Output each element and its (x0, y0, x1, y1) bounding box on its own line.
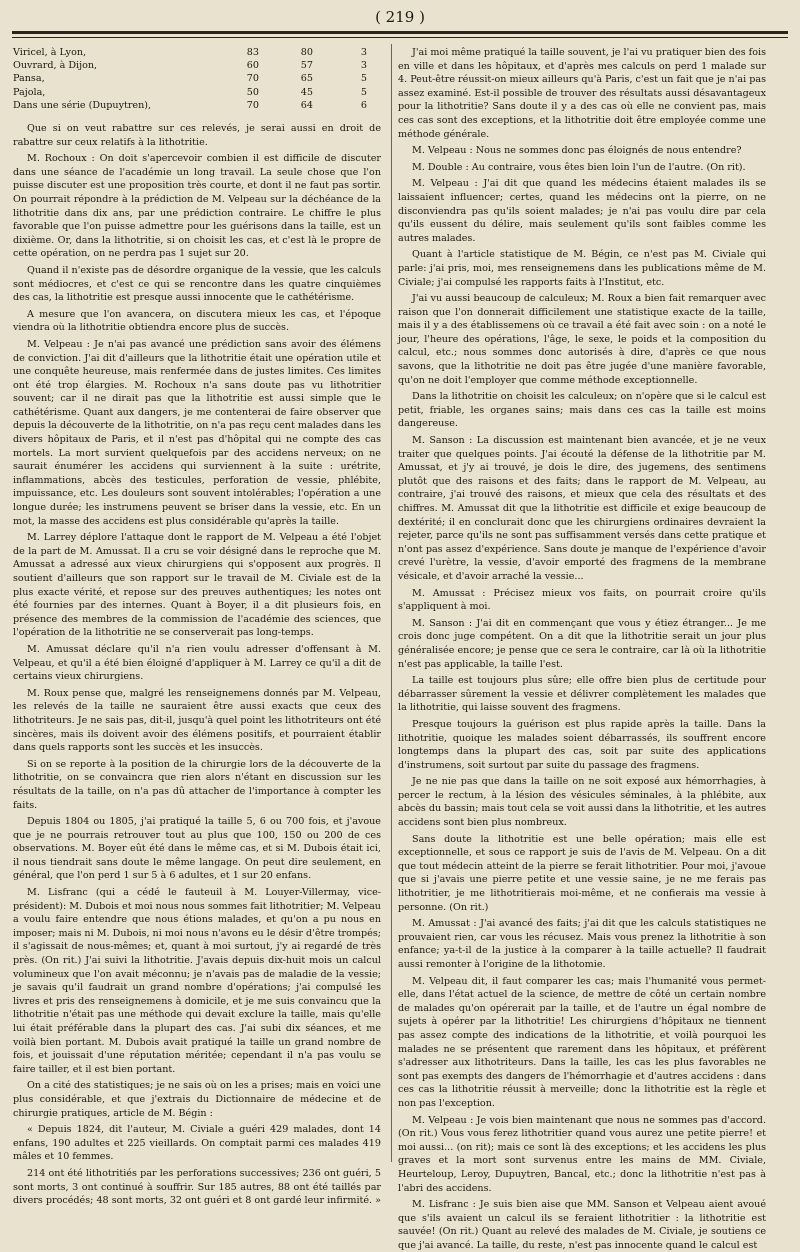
paragraph: M. Velpeau : J'ai dit que quand les médecins étaient malades ils se laissaient influencer; certes, quand les médecins ont la pierre, on ne disconviendra pas qu'ils soient malades; je n'ai pas voulu dire par cela qu'ils eussent du délire, mais seulement qu'ils sont faibles comme les autres malades. (398, 178, 766, 244)
paragraph: J'ai vu aussi beaucoup de calculeux; M. Roux a bien fait remarquer avec raison que l'on donnerait difficilement une statistique exacte de la taille, mais il y a des établissemens où ce travail a été fait avec soin : on a noté le jour, l'heure des opérations, l'âge, le sexe, le poids et la composition du calcul, etc.; nous sommes donc autorisés à dire, d'après ce que nous savons, que la lithotritie ne doit pas être jugée d'une manière favorable, qu'on ne doit l'employer que comme méthode exceptionnelle. (398, 293, 766, 386)
paragraph: M. Double : Au contraire, vous êtes bien loin l'un de l'autre. (On rit). (412, 161, 746, 173)
paragraph: « Depuis 1824, dit l'auteur, M. Civiale a guéri 429 malades, dont 14 enfans, 190 adultes et 225 vieillards. On comptait parmi ces malades 419 mâles et 10 femmes. (13, 1124, 381, 1163)
paragraph: Si on se reporte à la position de la chirurgie lors de la découverte de la lithotritie, on se convaincra que rien alors n'étant en discussion sur les résultats de la taille, on n'a pas dû attacher de l'importance à compter les faits. (13, 758, 381, 811)
paragraph: Sans doute la lithotritie est une belle opération; mais elle est exceptionnelle, et sous ce rapport je suis de l'avis de M. Velpeau. On a dit que tout médecin atteint de la pierre se ferait lithotritier. Pour moi, j'avoue que si j'avais une pierre petite et une vessie saine, je ne me ferais pas lithotritier, je me lithotritierais moi-même, et ne confierais ma vessie à personne. (On rit.) (398, 833, 766, 913)
table-cell-number: 70 (246, 73, 259, 85)
paragraph: M. Rochoux : On doit s'apercevoir combien il est difficile de discuter dans une séance de l'académie un long travail. La seule chose que l'on puisse discuter est une proposition très courte, et dont il ne faut pas sortir. On pourrait répondre à la prédiction de M. Velpeau sur la déchéance de la lithotritie dans dix ans, par une prédiction contraire. Le chiffre le plus favorable que l'on puisse admettre pour les guérisons dans la taille, est un dixième. Or, dans la lithotritie, si on choisit les cas, et c'est là le propre de cette opération, on ne perdra pas 1 sujet sur 20. (13, 153, 381, 260)
paragraph: M. Sanson : J'ai dit en commençant que vous y étiez étranger... Je me crois donc juge compétent. On a dit que la lithotritie serait un jour plus généralisée encore; je pense que ce sera le contraire, car là où la lithotritie n'est pas applicable, la taille l'est. (398, 617, 766, 670)
table-cell-number: 65 (300, 73, 313, 85)
paragraph: M. Larrey déplore l'attaque dont le rapport de M. Velpeau a été l'objet de la part de M. Amussat. Il a cru se voir désigné dans le reproche que M. Amussat a adressé aux vieux chirurgiens qui s'opposent aux progrès. Il soutient d'ailleurs que son rapport sur le travail de M. Civiale est de la plus exacte vérité, et repose sur des preuves authentiques; les notes ont été fournies par des internes. Quant à Boyer, il a dit plusieurs fois, en présence des membres de la commission de l'académie des sciences, que l'opération de la lithotritie ne se conserverait pas long-temps. (13, 532, 381, 639)
paragraph: Quant à l'article statistique de M. Bégin, ce n'est pas M. Civiale qui parle: j'ai pris, moi, mes renseignemens dans les publications même de M. Civiale; j'ai compulsé les rapports faits à l'Institut, etc. (398, 249, 766, 288)
table-cell-number: 70 (246, 99, 259, 111)
table-cell-name: Dans une série (Dupuytren), (13, 99, 152, 111)
table-cell-number: 5 (360, 86, 367, 98)
paragraph: M. Velpeau : Nous ne sommes donc pas éloignés de nous entendre? (412, 145, 742, 157)
table-cell-number: 3 (360, 60, 367, 72)
paragraph: Depuis 1804 ou 1805, j'ai pratiqué la taille 5, 6 ou 700 fois, et j'avoue que je ne pourrais retrouver tout au plus que 100, 150 ou 200 de ces observations. M. Boyer eût été dans le même cas, et si M. Dubois était ici, il nous tiendrait sans doute le même langage. On peut dire seulement, en général, que l'on perd 1 sur 5 à 6 adultes, et 1 sur 20 enfans. (13, 816, 381, 882)
table-cell-number: 6 (360, 99, 367, 111)
left-column (13, 46, 382, 1207)
paragraph: J'ai moi même pratiqué la taille souvent, je l'ai vu pratiquer bien des fois en ville et dans les hôpitaux, et d'après mes calculs on perd 1 malade sur 4. Peut-être réussit-on mieux ailleurs qu'à Paris, c'est un fait que je n'ai pas assez examiné. Est-il possible de trouver des résultats aussi désavantageux pour la lithotritie? Sans doute il y a des cas où elle ne convient pas, mais ces cas sont des exceptions, et la lithotritie doit être employée comme une méthode générale. (398, 47, 766, 140)
table-cell-number: 60 (246, 60, 259, 72)
page-number: ( 219 ) (375, 8, 425, 26)
paragraph: On a cité des statistiques; je ne sais où on les a prises; mais en voici une plus considérable, et que j'extrais du Dictionnaire de médecine et de chirurgie pratiques, article de M. Bégin : (13, 1080, 381, 1119)
table-row (13, 72, 381, 85)
table-cell-name: Viricel, à Lyon, (13, 47, 87, 58)
paragraph: Que si on veut rabattre sur ces relevés, je serai aussi en droit de rabattre sur ceux relatifs à la lithotritie. (13, 123, 381, 148)
table-cell-name: Pajola, (13, 86, 46, 98)
header-thin-rule (12, 37, 788, 38)
paragraph: M. Sanson : La discussion est maintenant bien avancée, et je ne veux traiter que quelques points. J'ai écouté la défense de la lithotritie par M. Amussat, et j'y ai trouvé, je dois le dire, des jugemens, des sentimens plutôt que des raisons et des faits; dans le rapport de M. Velpeau, au contraire, j'ai trouvé des raisons, et mieux que cela des résultats et des chiffres. M. Amussat dit que la lithotritie est difficile et exige beaucoup de dextérité; il en conclurait donc que les chirurgiens ordinaires devraient la rejeter, parce qu'ils ne sont pas suffisamment versés dans cette pratique et n'ont pas assez d'expérience. Sans doute je manque de l'expérience d'avoir crevé l'urètre, la vessie, d'avoir emporté des fragmens de la membrane vésicale, et d'avoir arraché la vessie... (398, 435, 766, 582)
table-cell-number: 57 (300, 60, 313, 72)
right-column-text (398, 46, 766, 1252)
paragraph: Dans la lithotritie on choisit les calculeux; on n'opère que si le calcul est petit, friable, les organes sains; mais dans ces cas la taille est moins dangereuse. (398, 391, 766, 430)
right-column (398, 46, 766, 1251)
paragraph: M. Amussat : Précisez mieux vos faits, on pourrait croire qu'ils s'appliquent à moi. (398, 587, 766, 613)
table-row (13, 86, 381, 99)
statistics-table (13, 46, 381, 112)
table-cell-name: Ouvrard, à Dijon, (13, 60, 98, 72)
paragraph: Quand il n'existe pas de désordre organique de la vessie, que les calculs sont médiocres, et c'est ce qui se rencontre dans les quatre cinquièmes des cas, la lithotritie est presque aussi innocente que le cathétérisme. (13, 264, 381, 304)
header-thick-rule (12, 31, 788, 34)
paragraph: Je ne nie pas que dans la taille on ne soit exposé aux hémorrhagies, à percer le rectum, à la lésion des vésicules séminales, à la phlébite, aux abcès du bassin; mais tout cela se voit aussi dans la lithotritie, et les autres accidens sont bien plus nombreux. (398, 776, 766, 829)
paragraph: M. Roux pense que, malgré les renseignemens donnés par M. Velpeau, les relevés de la taille ne sauraient être aussi exacts que ceux des lithotriteurs. Je ne sais pas, dit-il, jusqu'à quel point les lithotriteurs ont été sincères, mais ils doivent avoir des élémens positifs, et pourraient établir dans quels rapports sont les succès et les insuccès. (13, 687, 381, 754)
paragraph: M. Velpeau : Je n'ai pas avancé une prédiction sans avoir des élémens de conviction. J'ai dit d'ailleurs que la lithotritie était une opération utile et une conquête heureuse, mais renfermée dans de justes limites. Ces limites ont été trop élargies. M. Rochoux n'a sans doute pas vu lithotritier souvent; car il ne dirait pas que la lithotritie est aussi simple que le cathétérisme. Quant aux dangers, je me contenterai de faire observer que depuis la découverte de la lithotritie, on n'a pas reçu cent malades dans les divers hôpitaux de Paris, et il n'est pas d'hôpital qui ne compte des cas mortels. La mort survient quelquefois par des accidens nerveux; on ne saurait énumérer les accidens qui surviennent à la suite : urétrite, inflammations, abcès des testicules, perforation de vessie, phlébite, impuissance, etc. Les douleurs sont souvent intolérables; l'opération a une longue durée; les instrumens peuvent se briser dans la vessie, etc. En un mot, la masse des accidens est plus considérable qu'après la taille. (13, 338, 381, 527)
paragraph: M. Amussat déclare qu'il n'a rien voulu adresser d'offensant à M. Velpeau, et qu'il a été bien éloigné d'appliquer à M. Larrey ce qu'il a dit de certains vieux chirurgiens. (13, 643, 381, 683)
table-cell-name: Pansa, (13, 73, 45, 85)
table-cell-number: 50 (246, 86, 259, 98)
column-divider (391, 44, 392, 1162)
table-row (13, 46, 381, 59)
paragraph: M. Amussat : J'ai avancé des faits; j'ai dit que les calculs statistiques ne prouvaient rien, car vous les récusez. Mais vous prenez la lithotritie à son enfance; ya-t-il de la justice à la comparer à la taille actuelle? Il faudrait aussi remonter à l'origine de la lithotomie. (398, 918, 766, 970)
table-cell-number: 5 (360, 73, 367, 85)
table-cell-number: 3 (360, 47, 367, 58)
paragraph: M. Lisfranc : Je suis bien aise que MM. Sanson et Velpeau aient avoué que s'ils avaient un calcul ils se feraient lithotritier : la lithotritie est sauvée! (On rit.) Quant au relevé des malades de M. Civiale, je soutiens ce que j'ai avancé. La taille, du reste, n'est pas innocente quand le calcul est (398, 1199, 766, 1251)
table-cell-number: 80 (300, 47, 313, 58)
left-column-text (13, 122, 381, 1208)
paragraph: 214 ont été lithotritiés par les perforations successives; 236 ont guéri, 5 sont morts, 3 ont continué à souffrir. Sur 185 autres, 88 ont été taillés par divers procédés; 48 sont morts, 32 ont guéri et 8 ont gardé leur infirmité. » (13, 1167, 382, 1207)
paragraph: M. Lisfranc (qui a cédé le fauteuil à M. Louyer-Villermay, vice-président): M. Dubois et moi nous nous sommes fait lithotritier; M. Velpeau a voulu faire entendre que nous étions malades, et qu'on a pu nous en imposer; mais ni M. Dubois, ni moi nous n'avons eu le désir d'être trompés; il s'agissait de nous-mêmes; et, quant à moi surtout, j'y ai regardé de très près. (On rit.) J'ai suivi la lithotritie. J'avais depuis dix-huit mois un calcul volumineux que l'on avait méconnu; je n'avais pas de maladie de la vessie; je savais qu'il faudrait un grand nombre d'opérations; j'ai compulsé les livres et pris des renseignemens à domicile, et je me suis convaincu que la lithotritie n'était pas une méthode qui devait exclure la taille, mais qu'elle lui était préférable dans la plupart des cas. J'ai subi dix séances, et me voilà bien portant. M. Dubois avait pratiqué la taille un grand nombre de fois, et jouissait d'une réputation méritée; cependant il n'a pas voulu se faire tailler, et il est bien portant. (13, 887, 381, 1075)
paragraph: Presque toujours la guérison est plus rapide après la taille. Dans la lithotritie, quoique les malades soient débarrassés, ils souffrent encore longtemps dans la plupart des cas, soit par suite des applications d'instrumens, soit surtout par suite du passage des fragmens. (398, 718, 766, 771)
paragraph: A mesure que l'on avancera, on discutera mieux les cas, et l'époque viendra où la lithotritie obtiendra encore plus de succès. (13, 308, 381, 334)
paragraph: M. Velpeau dit, il faut comparer les cas; mais l'humanité vous permet-elle, dans l'état actuel de la science, de mettre de côté un certain nombre de malades qu'on opérerait par la taille, et de l'autre un égal nombre de sujets à opérer par la lithotritie! Les chirurgiens d'hôpitaux ne tiennent pas assez compte des indications de la lithotritie, et voilà pourquoi les malades ne se présentent que rarement dans les hôpitaux, et préfèrent s'adresser aux lithotriteurs. Dans la taille, les cas les plus favorables ne sont pas exempts des dangers de l'hémorrhagie et d'autres accidens : dans ces cas la lithotritie réussit à merveille; donc la lithotritie est la règle et non pas l'exception. (398, 975, 766, 1109)
table-row (13, 99, 381, 112)
table-cell-number: 45 (300, 86, 313, 98)
paragraph: La taille est toujours plus sûre; elle offre bien plus de certitude pour débarrasser sûrement la vessie et délivrer complètement les malades que la lithotritie, qui laisse souvent des fragmens. (398, 675, 766, 714)
table-row (13, 59, 381, 72)
table-cell-number: 64 (300, 99, 313, 111)
table-cell-number: 83 (246, 47, 259, 58)
paragraph: M. Velpeau : Je vois bien maintenant que nous ne sommes pas d'accord. (On rit.) Vous vous ferez lithotritier quand vous aurez une petite pierre! et moi aussi... (on rit); mais ce sont là des exceptions; et les accidens les plus graves et la mort sont survenus entre les mains de MM. Civiale, Heurteloup, Leroy, Dupuytren, Bancal, etc.; donc la lithotritie n'est pas à l'abri des accidens. (398, 1114, 766, 1194)
